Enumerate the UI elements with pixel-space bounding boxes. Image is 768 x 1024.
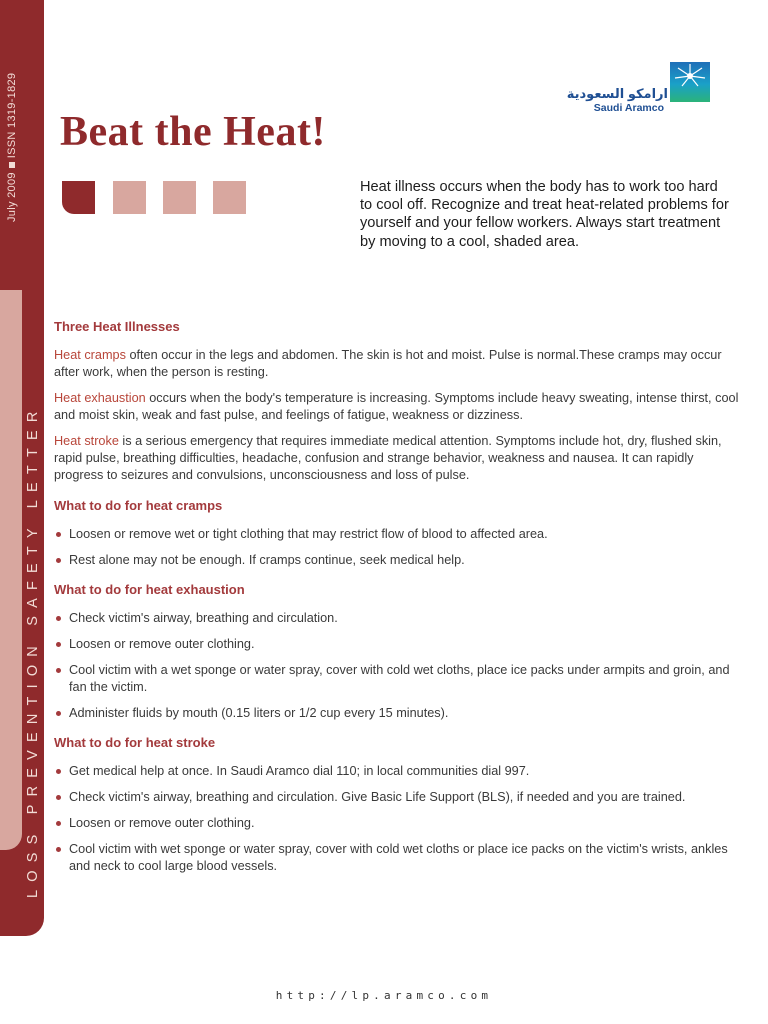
issue-info — [6, 73, 18, 222]
list-item-text: Loosen or remove wet or tight clothing that may restrict flow of blood to affected area. — [69, 527, 548, 541]
bullet-icon — [56, 711, 61, 716]
bullet-icon — [56, 532, 61, 537]
aramco-star-icon — [670, 62, 710, 102]
main-content — [54, 318, 744, 875]
illness-description: occurs when the body's temperature is increasing. Symptoms include heavy sweating, intense thirst, cool and moist skin, weak and fast pulse, and feelings of fatigue, weakness or dizziness. — [54, 391, 739, 422]
stroke-list — [54, 763, 744, 875]
illness-description: is a serious emergency that requires immediate medical attention. Symptoms include hot, dry, flushed skin, rapid pulse, breathing difficulties, headache, confusion and strange behavior, weakness and nausea. It can rapidly progress to seizures and convulsions, unconsciousness and loss of pulse. — [54, 434, 722, 482]
list-item-text: Rest alone may not be enough. If cramps continue, seek medical help. — [69, 553, 465, 567]
list-item — [54, 636, 744, 653]
decorative-block — [62, 181, 95, 214]
illness-term: Heat stroke — [54, 434, 119, 448]
list-item — [54, 552, 744, 569]
decorative-block — [113, 181, 146, 214]
decorative-block — [213, 181, 246, 214]
section-heading-illnesses: Three Heat Illnesses — [54, 319, 180, 334]
bullet-icon — [56, 558, 61, 563]
bullet-icon — [56, 769, 61, 774]
bullet-icon — [56, 642, 61, 647]
illness-term: Heat exhaustion — [54, 391, 146, 405]
list-item-text: Loosen or remove outer clothing. — [69, 637, 255, 651]
illness-paragraph — [54, 390, 744, 424]
illness-paragraph — [54, 347, 744, 381]
saudi-aramco-logo — [566, 62, 710, 114]
cramps-list — [54, 526, 744, 569]
footer-url: http://lp.aramco.com — [275, 989, 493, 1002]
list-item-text: Check victim's airway, breathing and circulation. — [69, 611, 338, 625]
issn: ISSN 1319-1829 — [6, 72, 18, 159]
bullet-icon — [56, 616, 61, 621]
list-item-text: Cool victim with wet sponge or water spray, cover with cold wet cloths or place ice packs on the victim's wrists, ankles and neck to cool large blood vessels. — [69, 842, 728, 873]
list-item — [54, 705, 744, 722]
list-item — [54, 662, 744, 696]
list-item-text: Cool victim with a wet sponge or water spray, cover with cold wet cloths, place ice packs under armpits and groin, and fan the victim. — [69, 663, 730, 694]
list-item — [54, 763, 744, 780]
decorative-block — [163, 181, 196, 214]
page-title: Beat the Heat! — [60, 109, 326, 155]
illness-paragraph — [54, 433, 744, 484]
illness-term: Heat cramps — [54, 348, 126, 362]
list-item-text: Get medical help at once. In Saudi Aramco dial 110; in local communities dial 997. — [69, 764, 530, 778]
section-heading-cramps: What to do for heat cramps — [54, 498, 223, 513]
bullet-icon — [56, 821, 61, 826]
illness-description: often occur in the legs and abdomen. The skin is hot and moist. Pulse is normal.These cramps may occur after work, when the person is resting. — [54, 348, 722, 379]
intro-text: Heat illness occurs when the body has to work too hard to cool off. Recognize and treat heat-related problems for yourself and your fellow workers. Always start treatment by moving to a cool, shaded area. — [360, 179, 729, 250]
bullet-icon — [56, 668, 61, 673]
bullet-icon — [56, 795, 61, 800]
sidebar-accent-band — [0, 290, 22, 850]
list-item — [54, 815, 744, 832]
exhaustion-list — [54, 610, 744, 722]
section-heading-exhaustion: What to do for heat exhaustion — [54, 582, 245, 597]
series-title: LOSS PREVENTION SAFETY LETTER — [25, 403, 41, 898]
list-item — [54, 789, 744, 806]
section-heading-stroke: What to do for heat stroke — [54, 735, 216, 750]
bullet-icon — [56, 847, 61, 852]
list-item — [54, 610, 744, 627]
separator-square — [9, 162, 15, 168]
list-item-text: Administer fluids by mouth (0.15 liters or 1/2 cup every 15 minutes). — [69, 706, 449, 720]
logo-english-text: Saudi Aramco — [593, 102, 664, 114]
list-item — [54, 526, 744, 543]
list-item-text: Check victim's airway, breathing and circulation. Give Basic Life Support (BLS), if needed and you are trained. — [69, 790, 686, 804]
logo-arabic-text: ارامكو السعودية — [566, 86, 668, 101]
list-item — [54, 841, 744, 875]
issue-date: July 2009 — [6, 172, 18, 222]
list-item-text: Loosen or remove outer clothing. — [69, 816, 255, 830]
